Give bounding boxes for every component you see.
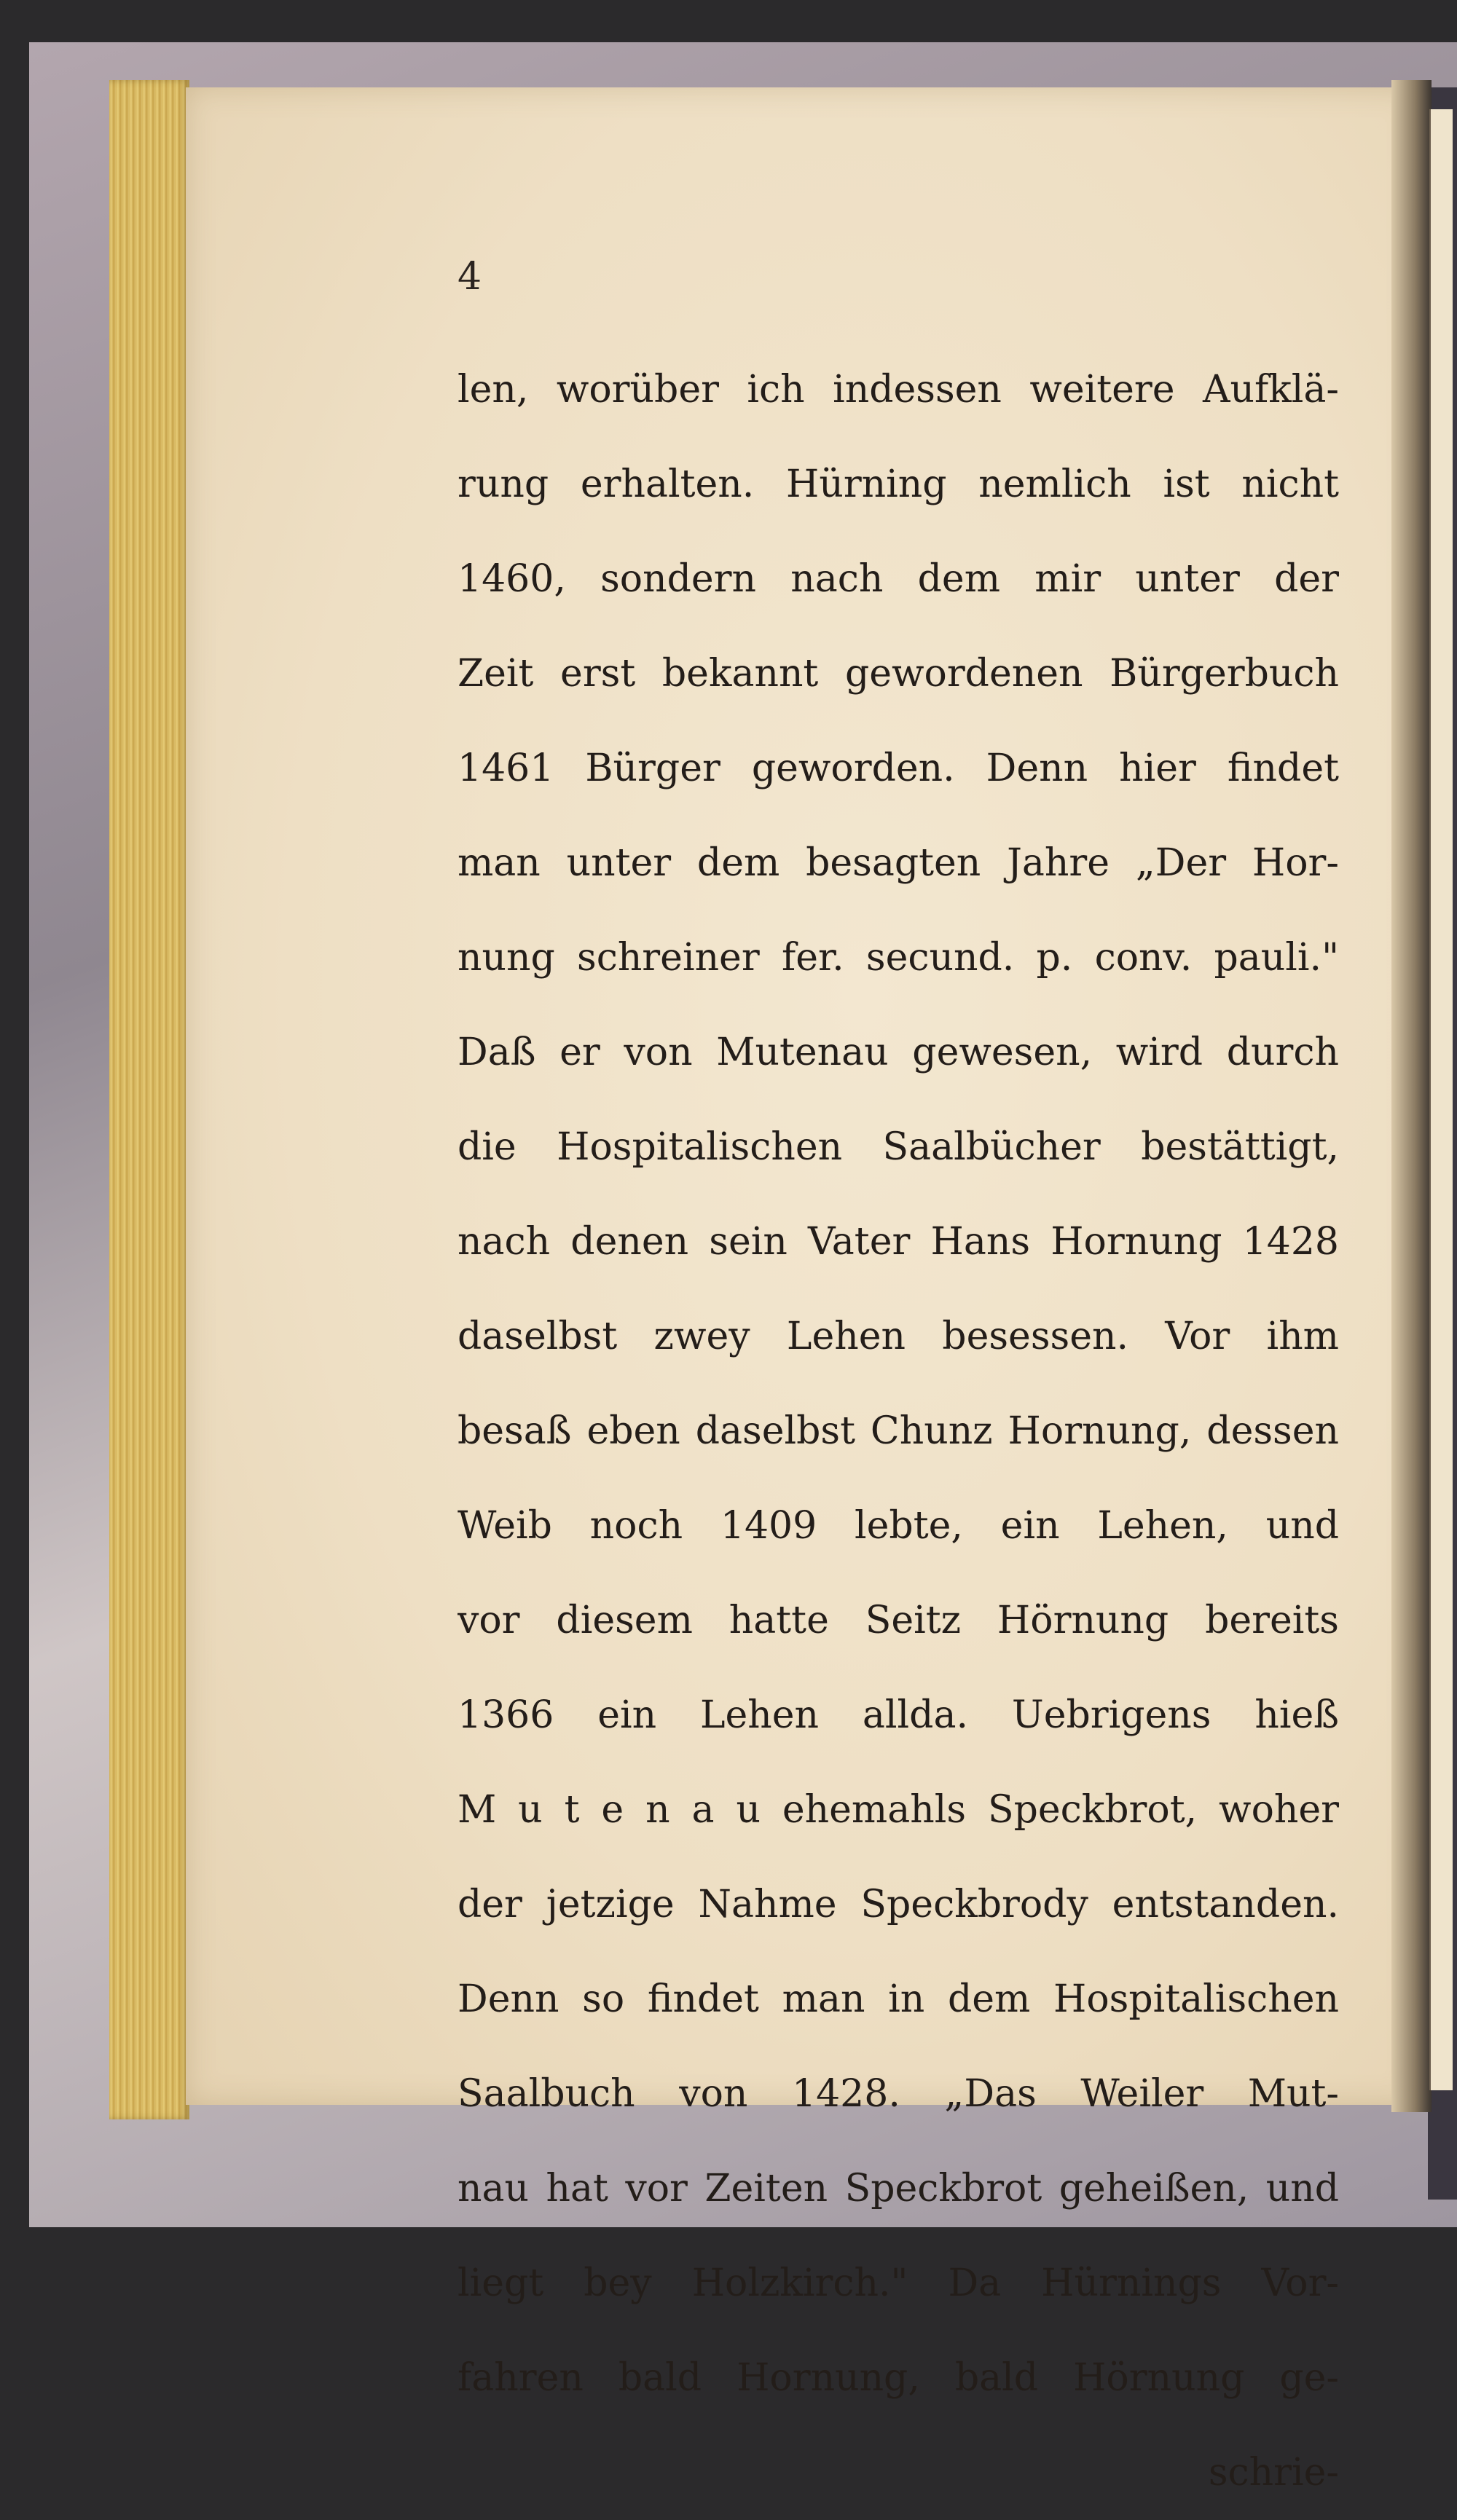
text-line: nau hat vor Zeiten Speckbrot geheißen, und — [457, 2167, 1339, 2210]
text-line: der jetzige Nahme Speckbrody entstanden. — [457, 1883, 1339, 1926]
text-line: M u t e n a u ehemahls Speckbrot, woher — [457, 1788, 1339, 1832]
catchword: schrie- — [1208, 2451, 1339, 2495]
text-line: besaß eben daselbst Chunz Hornung, dessen — [457, 1409, 1339, 1453]
text-line: daselbst zwey Lehen besessen. Vor ihm — [457, 1315, 1339, 1358]
text-line: vor diesem hatte Seitz Hörnung bereits — [457, 1599, 1339, 1642]
text-line: nach denen sein Vater Hans Hornung 1428 — [457, 1220, 1339, 1264]
text-line: die Hospitalischen Saalbücher bestättigt, — [457, 1125, 1339, 1169]
text-line: 1366 ein Lehen allda. Uebrigens hieß — [457, 1693, 1339, 1737]
text-line: liegt bey Holzkirch." Da Hürnings Vor- — [457, 2261, 1339, 2305]
text-line: Zeit erst bekannt gewordenen Bürgerbuch — [457, 652, 1339, 696]
page-edges — [109, 80, 189, 2119]
text-line: Denn so findet man in dem Hospitalischen — [457, 1977, 1339, 2021]
text-line: Weib noch 1409 lebte, ein Lehen, und — [457, 1504, 1339, 1548]
text-line: 1460, sondern nach dem mir unter der — [457, 557, 1339, 601]
text-line: Saalbuch von 1428. „Das Weiler Mut- — [457, 2072, 1339, 2116]
page-text — [457, 342, 1339, 2520]
page-number: 4 — [457, 255, 482, 299]
text-line: fahren bald Hornung, bald Hörnung ge- — [457, 2356, 1339, 2400]
text-line: rung erhalten. Hürning nemlich ist nicht — [457, 462, 1339, 506]
text-line: Daß er von Mutenau gewesen, wird durch — [457, 1031, 1339, 1074]
book-gutter — [1391, 80, 1432, 2112]
text-line: nung schreiner fer. secund. p. conv. pauli." — [457, 936, 1339, 980]
text-line: man unter dem besagten Jahre „Der Hor- — [457, 841, 1339, 885]
facing-page-edge — [1429, 109, 1453, 2090]
text-line: len, worüber ich indessen weitere Aufklä- — [457, 368, 1339, 412]
text-line: 1461 Bürger geworden. Denn hier findet — [457, 747, 1339, 790]
